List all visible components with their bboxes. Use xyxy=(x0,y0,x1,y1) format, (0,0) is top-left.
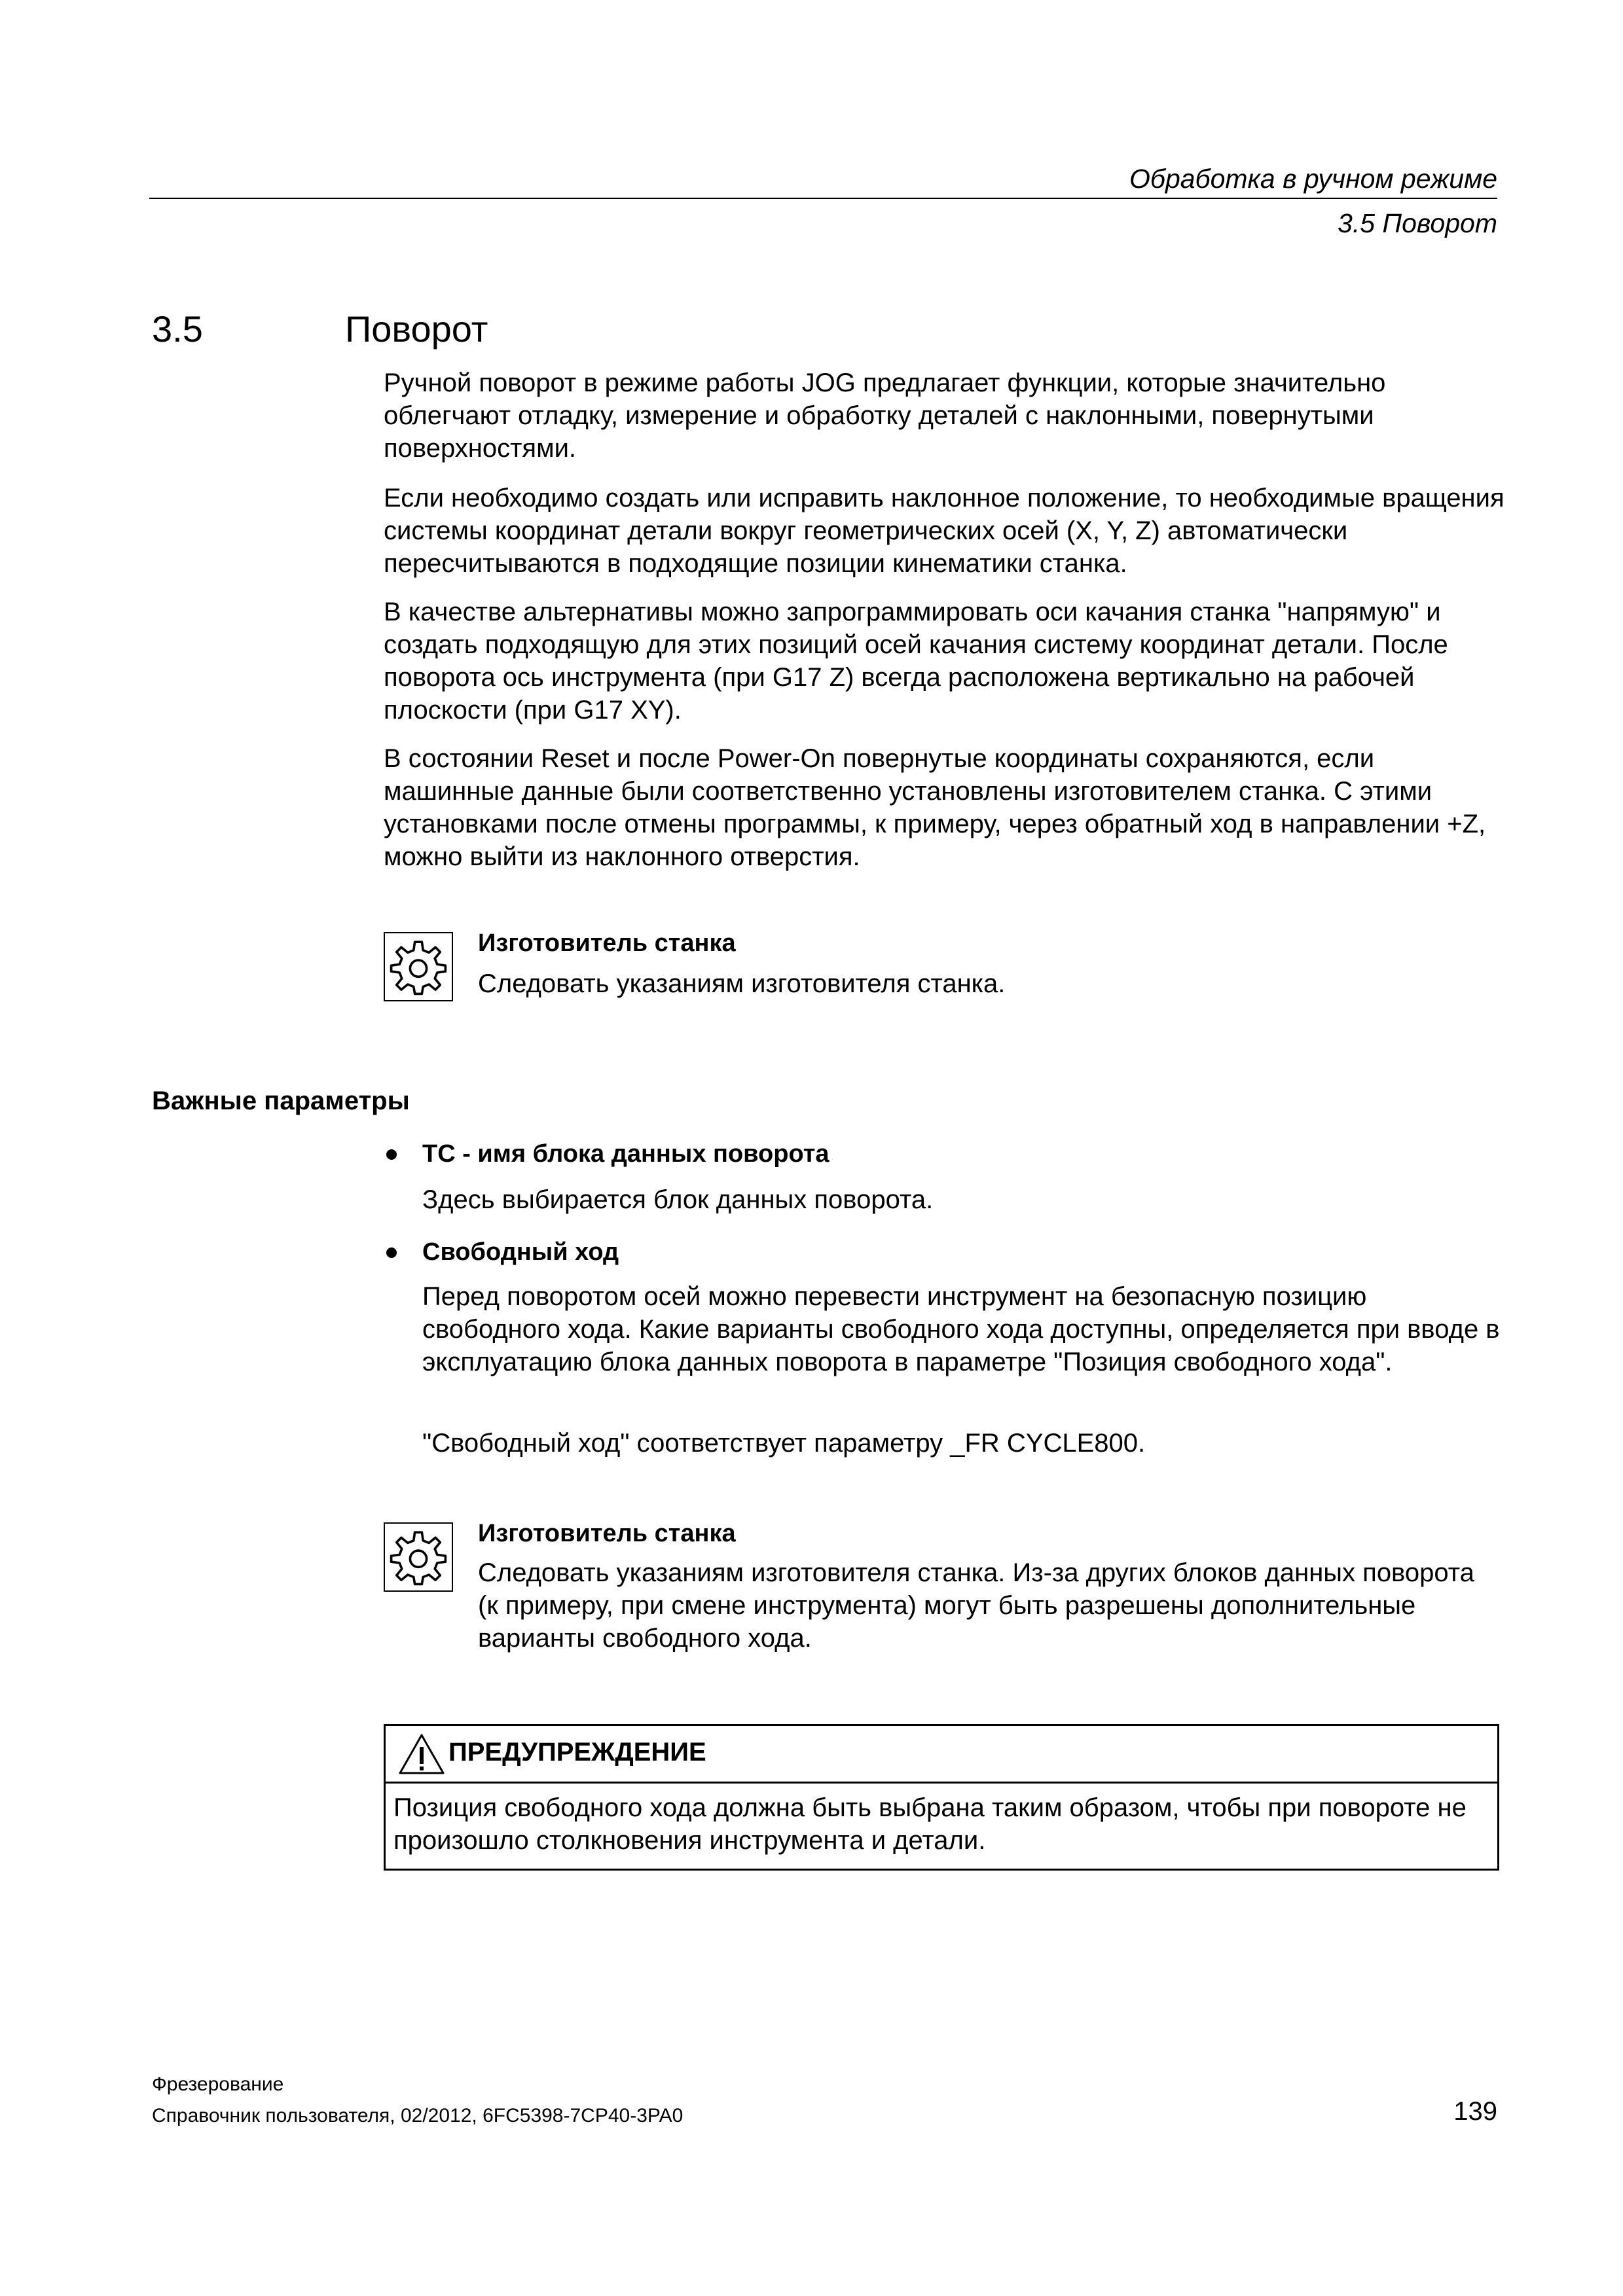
warning-header xyxy=(386,1726,1497,1784)
footer-product: Фрезерование xyxy=(152,2073,284,2095)
subheading-important-parameters: Важные параметры xyxy=(152,1086,410,1115)
bullet-1-text: Здесь выбирается блок данных поворота. xyxy=(422,1185,934,1214)
header-rule xyxy=(149,198,1497,199)
section-number: 3.5 xyxy=(152,308,203,350)
bullet-1-title: TC - имя блока данных поворота xyxy=(422,1140,830,1168)
paragraph-3: В качестве альтернативы можно запрограммировать оси качания станка "напрямую" и создать подходящую для этих позиций осей качания систему координат детали. После поворота ось инструмента (при G17 Z) всегда расположена вертикально на рабочей плоскости (при G17 XY). xyxy=(384,598,1448,725)
warning-triangle-icon xyxy=(397,1732,446,1776)
note-1-text: Следовать указаниям изготовителя станка. xyxy=(478,969,1006,998)
note-2-title: Изготовитель станка xyxy=(478,1520,736,1547)
bullet-2-text: Перед поворотом осей можно перевести инструмент на безопасную позицию свободного хода. Какие варианты свободного хода доступны, определяется при вводе в эксплуатацию блока данных поворота в параметре "Позиция свободного хода". xyxy=(422,1282,1500,1376)
bullet-2-title: Свободный ход xyxy=(422,1238,619,1266)
page-number: 139 xyxy=(1453,2097,1497,2126)
section-title: Поворот xyxy=(345,308,488,350)
warning-text: Позиция свободного хода должна быть выбрана таким образом, чтобы при повороте не произошло столкновения инструмента и детали. xyxy=(393,1793,1467,1855)
warning-label: ПРЕДУПРЕЖДЕНИЕ xyxy=(448,1738,706,1767)
bullet-dot-1 xyxy=(386,1149,397,1160)
note-2-text: Следовать указаниям изготовителя станка. Из-за других блоков данных поворота (к примеру, при смене инструмента) могут быть разрешены дополнительные варианты свободного хода. xyxy=(478,1558,1474,1653)
gear-icon xyxy=(384,1522,453,1592)
bullet-dot-2 xyxy=(386,1247,397,1258)
bullet-2-text-2: "Свободный ход" соответствует параметру _FR CYCLE800. xyxy=(422,1429,1146,1458)
warning-box xyxy=(384,1724,1499,1871)
gear-icon xyxy=(384,932,453,1001)
running-header-section: 3.5 Поворот xyxy=(1338,208,1497,238)
paragraph-2: Если необходимо создать или исправить наклонное положение, то необходимые вращения системы координат детали вокруг геометрических осей (X, Y, Z) автоматически пересчитываются в подходящие позиции кинематики станка. xyxy=(384,484,1504,578)
paragraph-1: Ручной поворот в режиме работы JOG предлагает функции, которые значительно облегчают отладку, измерение и обработку деталей с наклонными, повернутыми поверхностями. xyxy=(384,368,1386,463)
paragraph-4: В состоянии Reset и после Power-On повернутые координаты сохраняются, если машинные данные были соответственно установлены изготовителем станка. С этими установками после отмены программы, к примеру, через обратный ход в направлении +Z, можно выйти из наклонного отверстия. xyxy=(384,744,1486,871)
running-header-chapter: Обработка в ручном режиме xyxy=(1129,164,1497,194)
footer-document: Справочник пользователя, 02/2012, 6FC5398-7CP40-3PA0 xyxy=(152,2105,684,2126)
note-1-title: Изготовитель станка xyxy=(478,929,736,957)
